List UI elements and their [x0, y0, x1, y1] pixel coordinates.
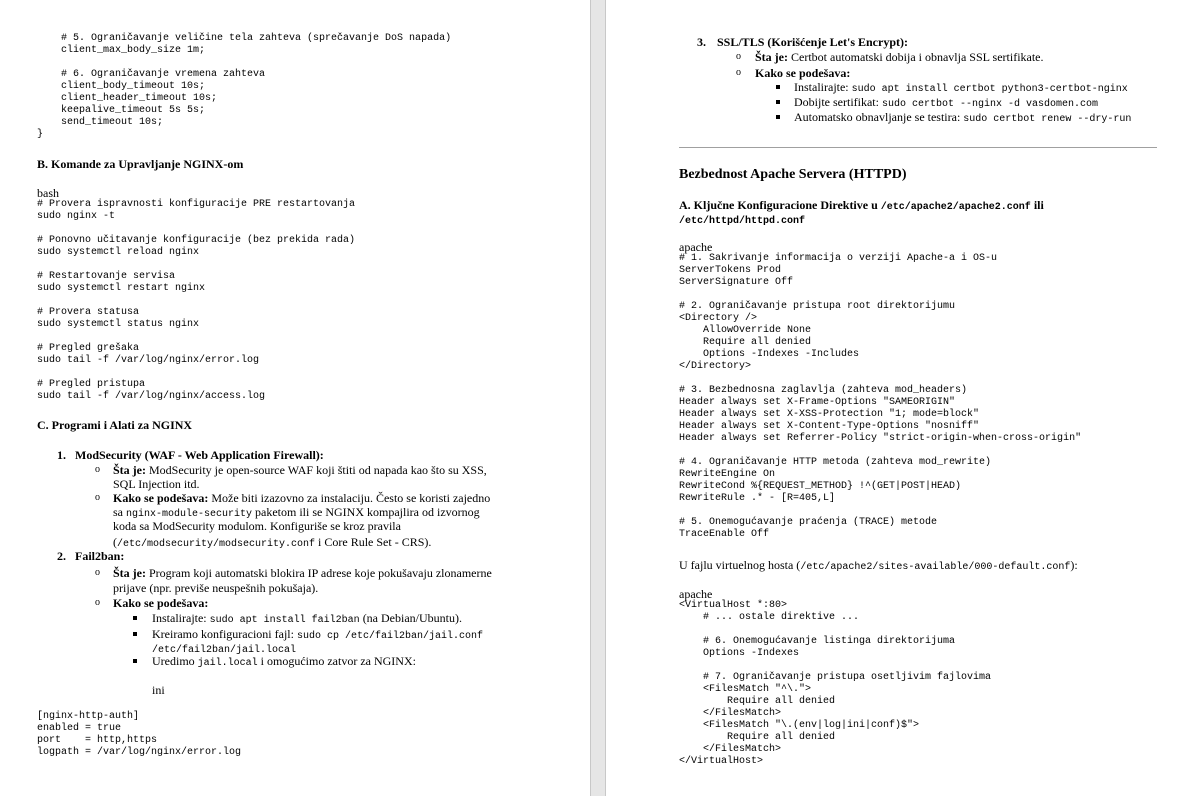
list-number: 1.	[57, 448, 66, 462]
code-line: sudo systemctl reload nginx	[37, 247, 200, 258]
code-line: ServerSignature Off	[679, 277, 794, 288]
modsecurity-setup-cont: sa nginx-module-security paketom ili se NGINX kompajlira od izvornog	[113, 505, 480, 520]
code-line: # ... ostale direktive ...	[679, 612, 860, 623]
circle-bullet-icon: o	[736, 51, 741, 62]
modsecurity-setup-cont: koda sa ModSecurity modulom. Konfiguriše se kroz pravila	[113, 519, 401, 533]
code-line: sudo tail -f /var/log/nginx/error.log	[37, 355, 260, 366]
code-line: ServerTokens Prod	[679, 265, 782, 276]
ssl-setup-label: Kako se podešava:	[755, 66, 851, 80]
code-line: # Provera statusa	[37, 307, 140, 318]
list-number: 3.	[697, 35, 706, 49]
fail2ban-description: Šta je: Program koji automatski blokira IP adrese koje pokušavaju zlonamerne	[113, 566, 492, 580]
code-line: # 2. Ograničavanje pristupa root direktorijumu	[679, 301, 956, 312]
code-line: send_timeout 10s;	[37, 117, 164, 128]
code-language-label: bash	[37, 186, 59, 200]
code-line: Require all denied	[679, 337, 812, 348]
code-line: Header always set X-Frame-Options "SAMEORIGIN"	[679, 397, 956, 408]
modsecurity-setup-cont: (/etc/modsecurity/modsecurity.conf i Core Rule Set - CRS).	[113, 535, 432, 550]
square-bullet-icon	[133, 616, 137, 620]
code-line: sudo systemctl restart nginx	[37, 283, 206, 294]
code-line: Require all denied	[679, 696, 836, 707]
code-line: }	[37, 129, 44, 140]
circle-bullet-icon: o	[736, 67, 741, 78]
square-bullet-icon	[776, 100, 780, 104]
section-title-apache: Bezbednost Apache Servera (HTTPD)	[679, 167, 907, 182]
square-bullet-icon	[133, 632, 137, 636]
code-line: Header always set X-XSS-Protection "1; mode=block"	[679, 409, 980, 420]
circle-bullet-icon: o	[95, 567, 100, 578]
tool-title-ssl-tls: SSL/TLS (Korišćenje Let's Encrypt):	[717, 35, 908, 49]
code-line: # 6. Onemogućavanje listinga direktorijuma	[679, 636, 956, 647]
heading-apache-directives: A. Ključne Konfiguracione Direktive u /etc/apache2/apache2.conf ili	[679, 198, 1044, 213]
code-line: sudo nginx -t	[37, 211, 116, 222]
list-number: 2.	[57, 549, 66, 563]
code-line: # 6. Ograničavanje vremena zahteva	[37, 69, 266, 80]
document-page-right	[606, 0, 1200, 796]
code-line: client_header_timeout 10s;	[37, 93, 218, 104]
circle-bullet-icon: o	[95, 492, 100, 503]
circle-bullet-icon: o	[95, 464, 100, 475]
code-line: # 1. Sakrivanje informacija o verziji Apache-a i OS-u	[679, 253, 998, 264]
ssl-step-get-cert: Dobijte sertifikat: sudo certbot --nginx -d vasdomen.com	[794, 95, 1099, 110]
fail2ban-step-edit-jail: Uredimo jail.local i omogućimo zatvor za NGINX:	[152, 654, 416, 669]
heading-nginx-commands: B. Komande za Upravljanje NGINX-om	[37, 157, 244, 171]
code-line: <FilesMatch "^\.">	[679, 684, 812, 695]
code-line: # Pregled pristupa	[37, 379, 146, 390]
fail2ban-step-copy-config-cont: /etc/fail2ban/jail.local	[152, 645, 297, 656]
code-line: [nginx-http-auth]	[37, 711, 140, 722]
code-line: # 4. Ograničavanje HTTP metoda (zahteva mod_rewrite)	[679, 457, 992, 468]
fail2ban-step-copy-config: Kreiramo konfiguracioni fajl: sudo cp /etc/fail2ban/jail.conf	[152, 627, 483, 642]
code-line: logpath = /var/log/nginx/error.log	[37, 747, 242, 758]
code-line: AllowOverride None	[679, 325, 812, 336]
code-line: Header always set Referrer-Policy "strict-origin-when-cross-origin"	[679, 433, 1082, 444]
fail2ban-setup-label: Kako se podešava:	[113, 596, 209, 610]
heading-apache-directives-cont: /etc/httpd/httpd.conf	[679, 216, 806, 227]
code-line: Header always set X-Content-Type-Options "nosniff"	[679, 421, 980, 432]
code-line: </FilesMatch>	[679, 744, 782, 755]
tool-title-fail2ban: Fail2ban:	[75, 549, 125, 563]
code-language-label: apache	[679, 587, 713, 601]
code-line: # 7. Ograničavanje pristupa osetljivim fajlovima	[679, 672, 992, 683]
page-separator	[590, 0, 606, 796]
code-line: sudo tail -f /var/log/nginx/access.log	[37, 391, 266, 402]
code-line: Require all denied	[679, 732, 836, 743]
code-line: # Provera ispravnosti konfiguracije PRE restartovanja	[37, 199, 356, 210]
code-line: # Pregled grešaka	[37, 343, 140, 354]
fail2ban-description-cont: prijave (npr. previše neuspešnih pokušaja).	[113, 581, 319, 595]
code-line: # Restartovanje servisa	[37, 271, 176, 282]
code-line: <Directory />	[679, 313, 758, 324]
code-line: sudo systemctl status nginx	[37, 319, 200, 330]
code-language-label: apache	[679, 240, 713, 254]
fail2ban-step-install: Instalirajte: sudo apt install fail2ban (na Debian/Ubuntu).	[152, 611, 462, 626]
ssl-step-install: Instalirajte: sudo apt install certbot python3-certbot-nginx	[794, 80, 1128, 95]
vhost-intro-text: U fajlu virtuelnog hosta (/etc/apache2/sites-available/000-default.conf):	[679, 558, 1078, 573]
ssl-description: Šta je: Certbot automatski dobija i obnavlja SSL sertifikate.	[755, 50, 1044, 64]
code-line: </FilesMatch>	[679, 708, 782, 719]
ssl-step-renew-test: Automatsko obnavljanje se testira: sudo certbot renew --dry-run	[794, 110, 1132, 125]
code-line: # 5. Onemogućavanje praćenja (TRACE) metode	[679, 517, 938, 528]
code-line: keepalive_timeout 5s 5s;	[37, 105, 206, 116]
square-bullet-icon	[776, 85, 780, 89]
code-line: <VirtualHost *:80>	[679, 600, 788, 611]
document-page-left	[0, 0, 590, 796]
code-line: # 5. Ograničavanje veličine tela zahteva (sprečavanje DoS napada)	[37, 33, 452, 44]
tool-title-modsecurity: ModSecurity (WAF - Web Application Firewall):	[75, 448, 324, 462]
code-line: </Directory>	[679, 361, 752, 372]
code-line: <FilesMatch "\.(env|log|ini|conf)$">	[679, 720, 920, 731]
heading-nginx-tools: C. Programi i Alati za NGINX	[37, 418, 193, 432]
circle-bullet-icon: o	[95, 597, 100, 608]
code-line: Options -Indexes -Includes	[679, 349, 860, 360]
code-line: client_max_body_size 1m;	[37, 45, 206, 56]
modsecurity-description-cont: SQL Injection itd.	[113, 477, 200, 491]
code-line: </VirtualHost>	[679, 756, 764, 767]
code-line: enabled = true	[37, 723, 122, 734]
modsecurity-description: Šta je: ModSecurity je open-source WAF koji štiti od napada kao što su XSS,	[113, 463, 487, 477]
horizontal-rule	[679, 147, 1157, 148]
code-line: RewriteCond %{REQUEST_METHOD} !^(GET|POST|HEAD)	[679, 481, 962, 492]
square-bullet-icon	[776, 115, 780, 119]
code-line: client_body_timeout 10s;	[37, 81, 206, 92]
code-line: # 3. Bezbednosna zaglavlja (zahteva mod_headers)	[679, 385, 968, 396]
code-line: RewriteEngine On	[679, 469, 776, 480]
code-language-label: ini	[152, 683, 165, 697]
code-line: # Ponovno učitavanje konfiguracije (bez prekida rada)	[37, 235, 356, 246]
code-line: port = http,https	[37, 735, 158, 746]
code-line: TraceEnable Off	[679, 529, 770, 540]
square-bullet-icon	[133, 659, 137, 663]
modsecurity-setup: Kako se podešava: Može biti izazovno za instalaciju. Često se koristi zajedno	[113, 491, 491, 505]
code-line: Options -Indexes	[679, 648, 800, 659]
code-line: RewriteRule .* - [R=405,L]	[679, 493, 836, 504]
